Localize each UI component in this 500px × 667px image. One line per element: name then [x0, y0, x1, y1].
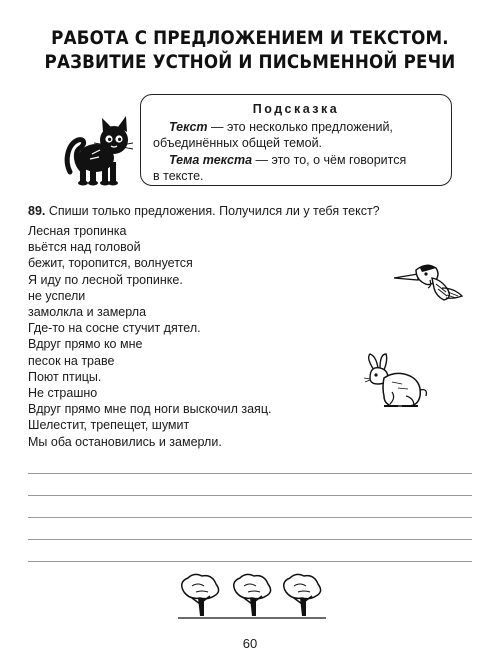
list-item: Лесная тропинка [28, 224, 127, 238]
hint-definition-text [153, 119, 439, 136]
hint-def-topic-a: — это то, о чём говорится [252, 152, 407, 167]
fragments-list [28, 223, 271, 450]
writing-line [28, 473, 472, 474]
tree-icon [234, 574, 271, 616]
writing-line [28, 561, 472, 562]
hint-def-topic-b: в тексте. [153, 169, 204, 183]
hint-term-topic: Тема текста [169, 152, 253, 167]
tree-icon [182, 574, 219, 616]
hint-term-text: Текст [169, 119, 208, 134]
list-item: Не страшно [28, 386, 98, 401]
list-item: Я иду по лесной тропинке. [28, 272, 183, 287]
woodpecker-illustration [392, 262, 464, 302]
writing-line [28, 539, 472, 540]
trees-illustration [178, 572, 326, 620]
task-number: 89. [28, 204, 46, 218]
hint-def-text-a: — это несколько предложений, [207, 119, 393, 134]
writing-line [28, 495, 472, 496]
hint-definition-topic [153, 152, 439, 169]
list-item: Где-то на сосне стучит дятел. [28, 321, 201, 336]
list-item: вьётся над головой [28, 240, 141, 255]
tree-icon [284, 574, 321, 616]
page-number: 60 [242, 636, 258, 651]
list-item: Вдруг прямо мне под ноги выскочил заяц. [28, 402, 272, 417]
list-item: Поют птицы. [28, 369, 102, 384]
list-item: замолкла и замерла [28, 305, 147, 320]
task-text: Спиши только предложения. Получился ли у тебя текст? [45, 204, 380, 218]
title-line-2: РАЗВИТИЕ УСТНОЙ И ПИСЬМЕННОЙ РЕЧИ [44, 51, 456, 73]
hint-box [140, 94, 452, 186]
list-item: Мы оба остановились и замерли. [28, 434, 222, 449]
list-item: не успели [28, 288, 86, 303]
list-item: Вдруг прямо ко мне [28, 337, 143, 352]
cat-illustration [62, 110, 136, 188]
task-instruction [28, 204, 380, 218]
list-item: Шелестит, трепещет, шумит [28, 418, 190, 433]
writing-line [28, 517, 472, 518]
title-line-1: РАБОТА С ПРЕДЛОЖЕНИЕМ И ТЕКСТОМ. [51, 27, 449, 49]
hare-illustration [362, 352, 430, 410]
list-item: песок на траве [28, 353, 115, 368]
list-item: бежит, торопится, волнуется [28, 256, 193, 271]
hint-def-text-b: объединённых общей темой. [153, 136, 323, 150]
page-title [30, 26, 470, 74]
hint-title: Подсказка [252, 102, 340, 116]
